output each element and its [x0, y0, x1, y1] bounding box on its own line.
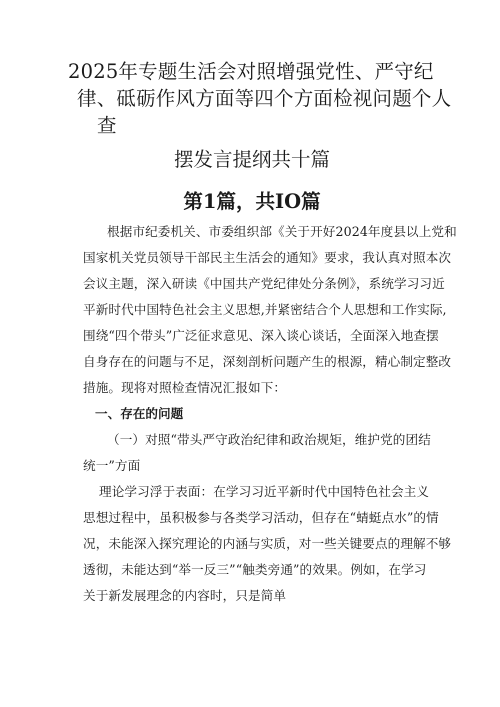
- paragraph-line: 会议主题，深入研读《中国共产党纪律处分条例》，系统学习习近: [83, 276, 445, 291]
- paragraph-theory-study: [83, 479, 452, 609]
- paragraph-line: 况，未能深入探究理论的内涵与实质，对一些关键要点的理解不够: [83, 536, 452, 551]
- paragraph-line: 统一”方面: [83, 458, 141, 473]
- heading-existing-problems: 一、存在的问题: [95, 406, 184, 421]
- paragraph-line: 根据市纪委机关、市委组织部《关于开好2024年度县以上党和: [107, 224, 457, 239]
- paragraph-line: 措施。现将对照检查情况汇报如下：: [83, 380, 287, 395]
- paragraph-subheading: [83, 427, 443, 479]
- paragraph-line: 国家机关党员领导干部民主生活会的通知》要求，我认真对照本次: [83, 250, 452, 265]
- paragraph-line: 围绕“四个带头”广泛征求意见、深入谈心谈话，全面深入地查摆: [83, 328, 439, 343]
- title-line: 查: [97, 114, 117, 137]
- paragraph-line: 理论学习浮于表面：在学习习近平新时代中国特色社会主义: [99, 484, 430, 499]
- document-subtitle: 摆发言提纲共十篇: [173, 148, 330, 171]
- paragraph-line: （一）对照“带头严守政治纪律和政治规矩，维护党的团结: [107, 432, 431, 447]
- paragraph-line: 自身存在的问题与不足，深刻剖析问题产生的根源，精心制定整改: [83, 354, 452, 369]
- document-title: [68, 58, 452, 139]
- paragraph-line: 关于新发展理念的内容时，只是简单: [83, 588, 287, 603]
- paragraph-line: 思想过程中，虽积极参与各类学习活动，但存在“蜻蜓点水”的情: [83, 510, 439, 525]
- section-heading: 第1篇，共IO篇: [183, 190, 321, 213]
- title-line: 律、砥砺作风方面等四个方面检视问题个人: [77, 87, 452, 110]
- paragraph-line: 透彻，未能达到“举一反三”“触类旁通”的效果。例如，在学习: [83, 562, 427, 577]
- paragraph-line: 平新时代中国特色社会主义思想,并紧密结合个人思想和工作实际,: [83, 302, 447, 317]
- title-line: 2025年专题生活会对照增强党性、严守纪: [68, 60, 434, 83]
- paragraph-intro: [83, 219, 457, 401]
